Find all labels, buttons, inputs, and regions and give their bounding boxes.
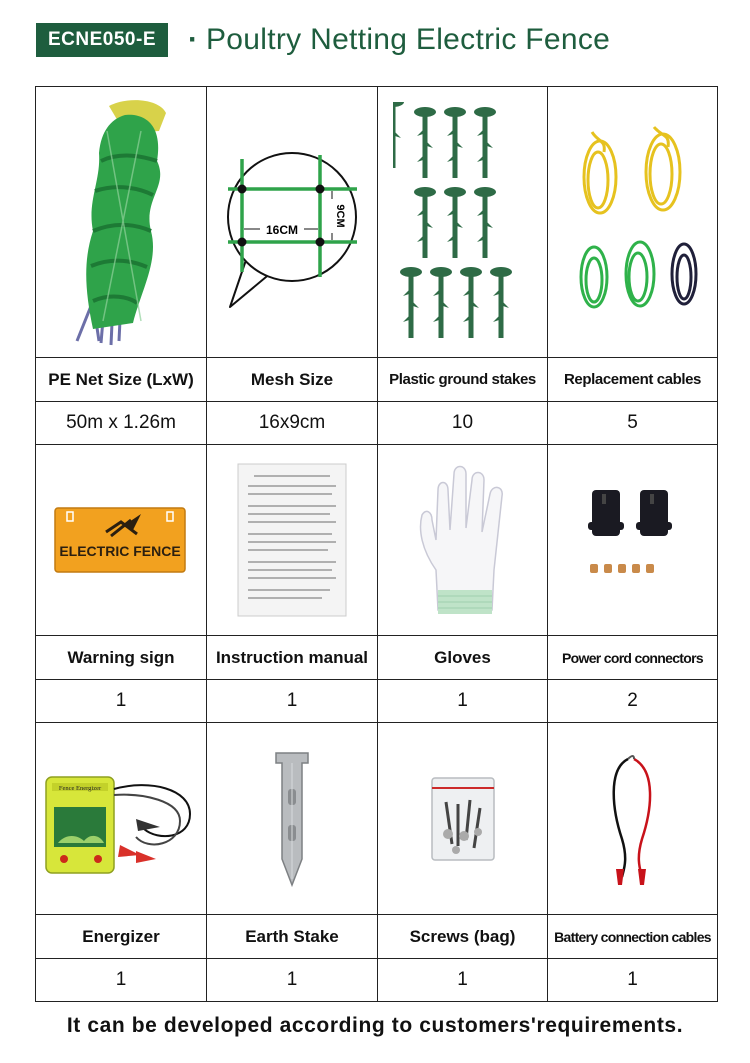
item-label: Battery connection cables [548, 915, 718, 959]
earth-stake-icon [262, 749, 322, 889]
item-label: Warning sign [36, 636, 207, 680]
item-quantity: 1 [207, 959, 378, 1002]
mesh-width-label: 16CM [265, 223, 299, 237]
cell-battery-cables [548, 723, 718, 915]
label-row [36, 358, 718, 402]
manual-icon [232, 460, 352, 620]
item-quantity: 10 [378, 402, 548, 445]
item-label: Power cord connectors [548, 636, 718, 680]
page-title: Poultry Netting Electric Fence [206, 23, 611, 56]
title-bullet: · [188, 23, 198, 56]
cell-earth-stake [207, 723, 378, 915]
item-label: Screws (bag) [378, 915, 548, 959]
image-row [36, 87, 718, 358]
mesh-diagram-icon [212, 107, 372, 337]
mesh-height-label: 9CM [334, 204, 346, 228]
connectors-icon [578, 480, 688, 600]
cell-mesh-size [207, 87, 378, 358]
quantity-row [36, 680, 718, 723]
item-label: Earth Stake [207, 915, 378, 959]
item-label: Instruction manual [207, 636, 378, 680]
energizer-icon [40, 759, 202, 879]
energizer-brand: Fence Energizer [58, 784, 102, 792]
cell-screws-bag [378, 723, 548, 915]
item-quantity: 16x9cm [207, 402, 378, 445]
item-quantity: 5 [548, 402, 718, 445]
item-quantity: 1 [548, 959, 718, 1002]
item-quantity: 1 [36, 959, 207, 1002]
cell-poultry-net [36, 87, 207, 358]
cell-replacement-cables [548, 87, 718, 358]
battery-cables-icon [598, 749, 668, 889]
cell-gloves [378, 445, 548, 636]
item-quantity: 2 [548, 680, 718, 723]
cables-icon [558, 102, 708, 342]
item-label: Mesh Size [207, 358, 378, 402]
cell-warning-sign [36, 445, 207, 636]
header [36, 22, 610, 58]
footer-note: It can be developed according to customers'requirements. [66, 1014, 684, 1037]
cell-ground-stakes [378, 87, 548, 358]
cell-energizer [36, 723, 207, 915]
label-row [36, 636, 718, 680]
poultry-net-icon [41, 91, 201, 353]
item-label: PE Net Size (LxW) [36, 358, 207, 402]
item-label: Plastic ground stakes [378, 358, 548, 402]
quantity-row [36, 402, 718, 445]
item-quantity: 1 [378, 959, 548, 1002]
item-label: Energizer [36, 915, 207, 959]
image-row [36, 723, 718, 915]
product-code-badge: ECNE050-E [36, 23, 168, 57]
cell-instruction-manual [207, 445, 378, 636]
ground-stakes-icon [393, 102, 533, 342]
warning-sign-icon [51, 500, 191, 580]
item-label: Replacement cables [548, 358, 718, 402]
item-label: Gloves [378, 636, 548, 680]
contents-table [35, 86, 718, 1002]
gloves-icon [408, 460, 518, 620]
sign-text: ELECTRIC FENCE [59, 543, 181, 559]
item-quantity: 1 [378, 680, 548, 723]
cell-power-cord-connectors [548, 445, 718, 636]
item-quantity: 50m x 1.26m [36, 402, 207, 445]
item-quantity: 1 [36, 680, 207, 723]
item-quantity: 1 [207, 680, 378, 723]
quantity-row [36, 959, 718, 1002]
screws-bag-icon [428, 774, 498, 864]
image-row [36, 445, 718, 636]
label-row [36, 915, 718, 959]
